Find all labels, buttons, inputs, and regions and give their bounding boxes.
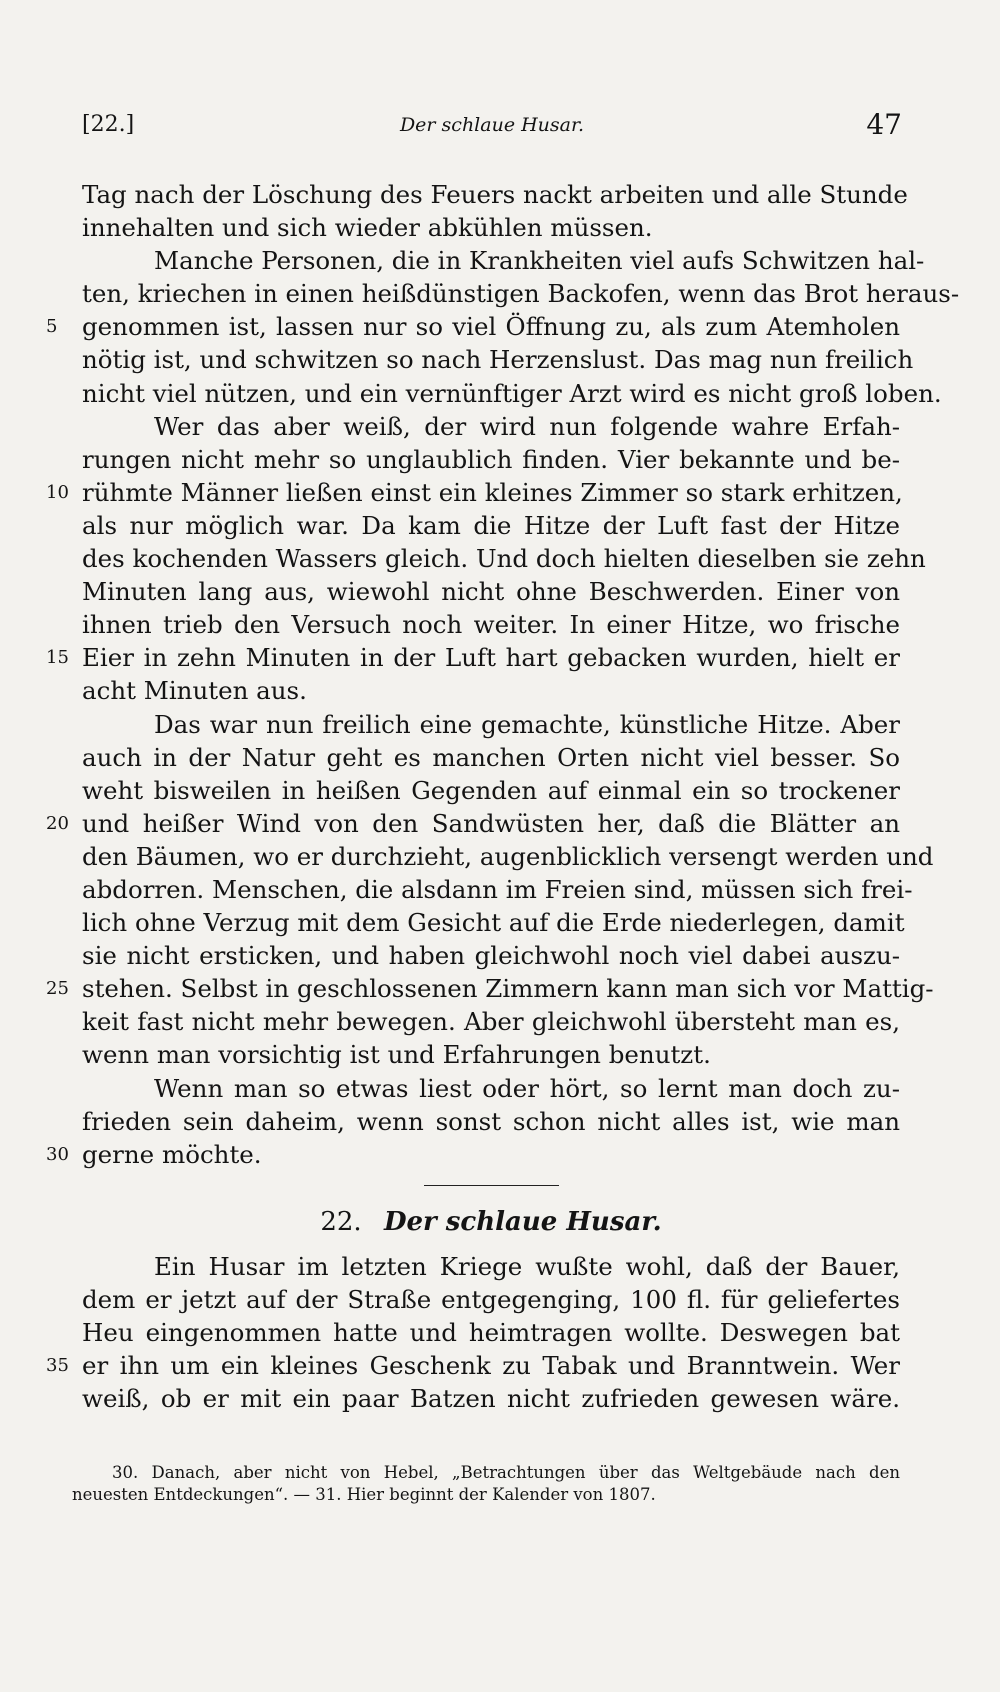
- running-title: Der schlaue Husar.: [399, 114, 585, 136]
- text-line: [82, 178, 908, 211]
- section-number: 22.: [320, 1206, 362, 1237]
- text-line: [82, 906, 905, 939]
- text-line: [82, 575, 900, 608]
- line-text: Minuten lang aus, wiewohl nicht ohne Beschwerden. Einer von: [82, 577, 900, 607]
- line-text: Wenn man so etwas liest oder hört, so lernt man doch zu-: [154, 1073, 900, 1103]
- text-line: [82, 1072, 900, 1105]
- line-text: abdorren. Menschen, die alsdann im Freien sind, müssen sich frei-: [82, 874, 913, 904]
- text-line: [82, 1105, 900, 1138]
- text-line: [82, 708, 900, 741]
- line-text: acht Minuten aus.: [82, 676, 307, 706]
- section-divider: [424, 1185, 559, 1186]
- section-marker: [22.]: [82, 112, 135, 137]
- line-number: 20: [46, 812, 69, 834]
- line-text: auch in der Natur geht es manchen Orten nicht viel besser. So: [82, 742, 900, 772]
- text-line: [82, 840, 934, 873]
- line-text: keit fast nicht mehr bewegen. Aber gleichwohl übersteht man es,: [82, 1007, 900, 1037]
- text-line: [82, 542, 926, 575]
- section-paragraphs: [46, 1250, 900, 1415]
- line-number: 15: [46, 647, 69, 669]
- line-text: den Bäumen, wo er durchzieht, augenblicklich versengt werden und: [82, 841, 934, 871]
- line-text: ten, kriechen in einen heißdünstigen Backofen, wenn das Brot heraus-: [82, 279, 960, 309]
- line-number: 25: [46, 978, 69, 1000]
- line-text: frieden sein daheim, wenn sonst schon nicht alles ist, wie man: [82, 1106, 900, 1136]
- text-line: [82, 1316, 900, 1349]
- line-text: gerne möchte.: [82, 1139, 262, 1169]
- text-line: [82, 873, 913, 906]
- line-text: Das war nun freilich eine gemachte, künstliche Hitze. Aber: [154, 709, 900, 739]
- line-text: genommen ist, lassen nur so viel Öffnung zu, als zum Atemholen: [82, 312, 900, 342]
- line-text: des kochenden Wassers gleich. Und doch hielten dieselben sie zehn: [82, 544, 926, 574]
- text-line: [82, 211, 900, 244]
- text-line: [46, 641, 900, 674]
- text-line: [82, 277, 960, 310]
- text-line: [82, 939, 900, 972]
- page-number: 47: [866, 108, 902, 141]
- line-number: 5: [46, 316, 58, 338]
- section-title: Der schlaue Husar.: [383, 1206, 662, 1237]
- main-text: [46, 178, 960, 1415]
- text-line: [82, 377, 942, 410]
- text-line: [82, 674, 900, 707]
- text-line: [82, 774, 900, 807]
- text-line: [82, 1283, 900, 1316]
- section-heading: [82, 1202, 900, 1242]
- line-text: Heu eingenommen hatte und heimtragen wollte. Deswegen bat: [82, 1318, 900, 1347]
- line-text: rungen nicht mehr so unglaublich finden. Vier bekannte und be-: [82, 444, 900, 474]
- text-line: [82, 509, 900, 542]
- line-text: nicht viel nützen, und ein vernünftiger Arzt wird es nicht groß loben.: [82, 378, 942, 408]
- line-text: lich ohne Verzug mit dem Gesicht auf die Erde niederlegen, damit: [82, 908, 905, 938]
- text-line: [82, 443, 900, 476]
- line-text: er ihn um ein kleines Geschenk zu Tabak und Branntwein. Wer: [82, 1351, 900, 1381]
- text-line: [82, 343, 914, 376]
- footnotes: [72, 1462, 900, 1506]
- text-line: [46, 1349, 900, 1382]
- footnote-line: 30. Danach, aber nicht von Hebel, „Betrachtungen über das Weltgebäude nach den: [112, 1463, 900, 1482]
- text-line: [82, 410, 900, 443]
- line-text: Manche Personen, die in Krankheiten viel aufs Schwitzen hal-: [154, 246, 925, 276]
- text-line: [82, 608, 900, 641]
- line-text: Tag nach der Löschung des Feuers nackt arbeiten und alle Stunde: [82, 180, 908, 209]
- line-text: stehen. Selbst in geschlossenen Zimmern kann man sich vor Mattig-: [82, 974, 934, 1004]
- line-text: Eier in zehn Minuten in der Luft hart gebacken wurden, hielt er: [82, 643, 900, 673]
- line-text: weiß, ob er mit ein paar Batzen nicht zufrieden gewesen wäre.: [82, 1384, 900, 1414]
- line-text: weht bisweilen in heißen Gegenden auf einmal ein so trockener: [82, 775, 900, 805]
- text-line: [46, 476, 903, 509]
- line-number: 35: [46, 1355, 69, 1377]
- line-text: Ein Husar im letzten Kriege wußte wohl, daß der Bauer,: [154, 1251, 900, 1281]
- line-text: als nur möglich war. Da kam die Hitze der Luft fast der Hitze: [82, 510, 900, 540]
- text-line: [82, 1250, 900, 1283]
- line-text: nötig ist, und schwitzen so nach Herzenslust. Das mag nun freilich: [82, 345, 914, 375]
- line-text: Wer das aber weiß, der wird nun folgende wahre Erfah-: [154, 411, 900, 441]
- text-line: [82, 741, 900, 774]
- text-line: [46, 972, 934, 1005]
- line-text: sie nicht ersticken, und haben gleichwohl noch viel dabei auszu-: [82, 941, 900, 971]
- text-line: [82, 1038, 900, 1071]
- text-line: [82, 1005, 900, 1038]
- line-text: ihnen trieb den Versuch noch weiter. In einer Hitze, wo frische: [82, 610, 900, 640]
- line-number: 30: [46, 1143, 69, 1165]
- text-line: [46, 310, 900, 343]
- text-line: [46, 1138, 900, 1171]
- line-number: 10: [46, 481, 69, 503]
- line-text: rühmte Männer ließen einst ein kleines Zimmer so stark erhitzen,: [82, 477, 903, 507]
- text-line: [82, 1382, 900, 1415]
- line-text: innehalten und sich wieder abkühlen müssen.: [82, 213, 653, 243]
- text-line: [82, 244, 925, 277]
- text-line: [46, 807, 900, 840]
- line-text: dem er jetzt auf der Straße entgegenging, 100 fl. für geliefertes: [82, 1284, 900, 1314]
- footnote-line: neuesten Entdeckungen“. — 31. Hier beginnt der Kalender von 1807.: [72, 1485, 656, 1504]
- running-header: [82, 108, 902, 152]
- line-text: wenn man vorsichtig ist und Erfahrungen benutzt.: [82, 1040, 711, 1070]
- paragraphs: [46, 178, 960, 1171]
- line-text: und heißer Wind von den Sandwüsten her, daß die Blätter an: [82, 808, 900, 838]
